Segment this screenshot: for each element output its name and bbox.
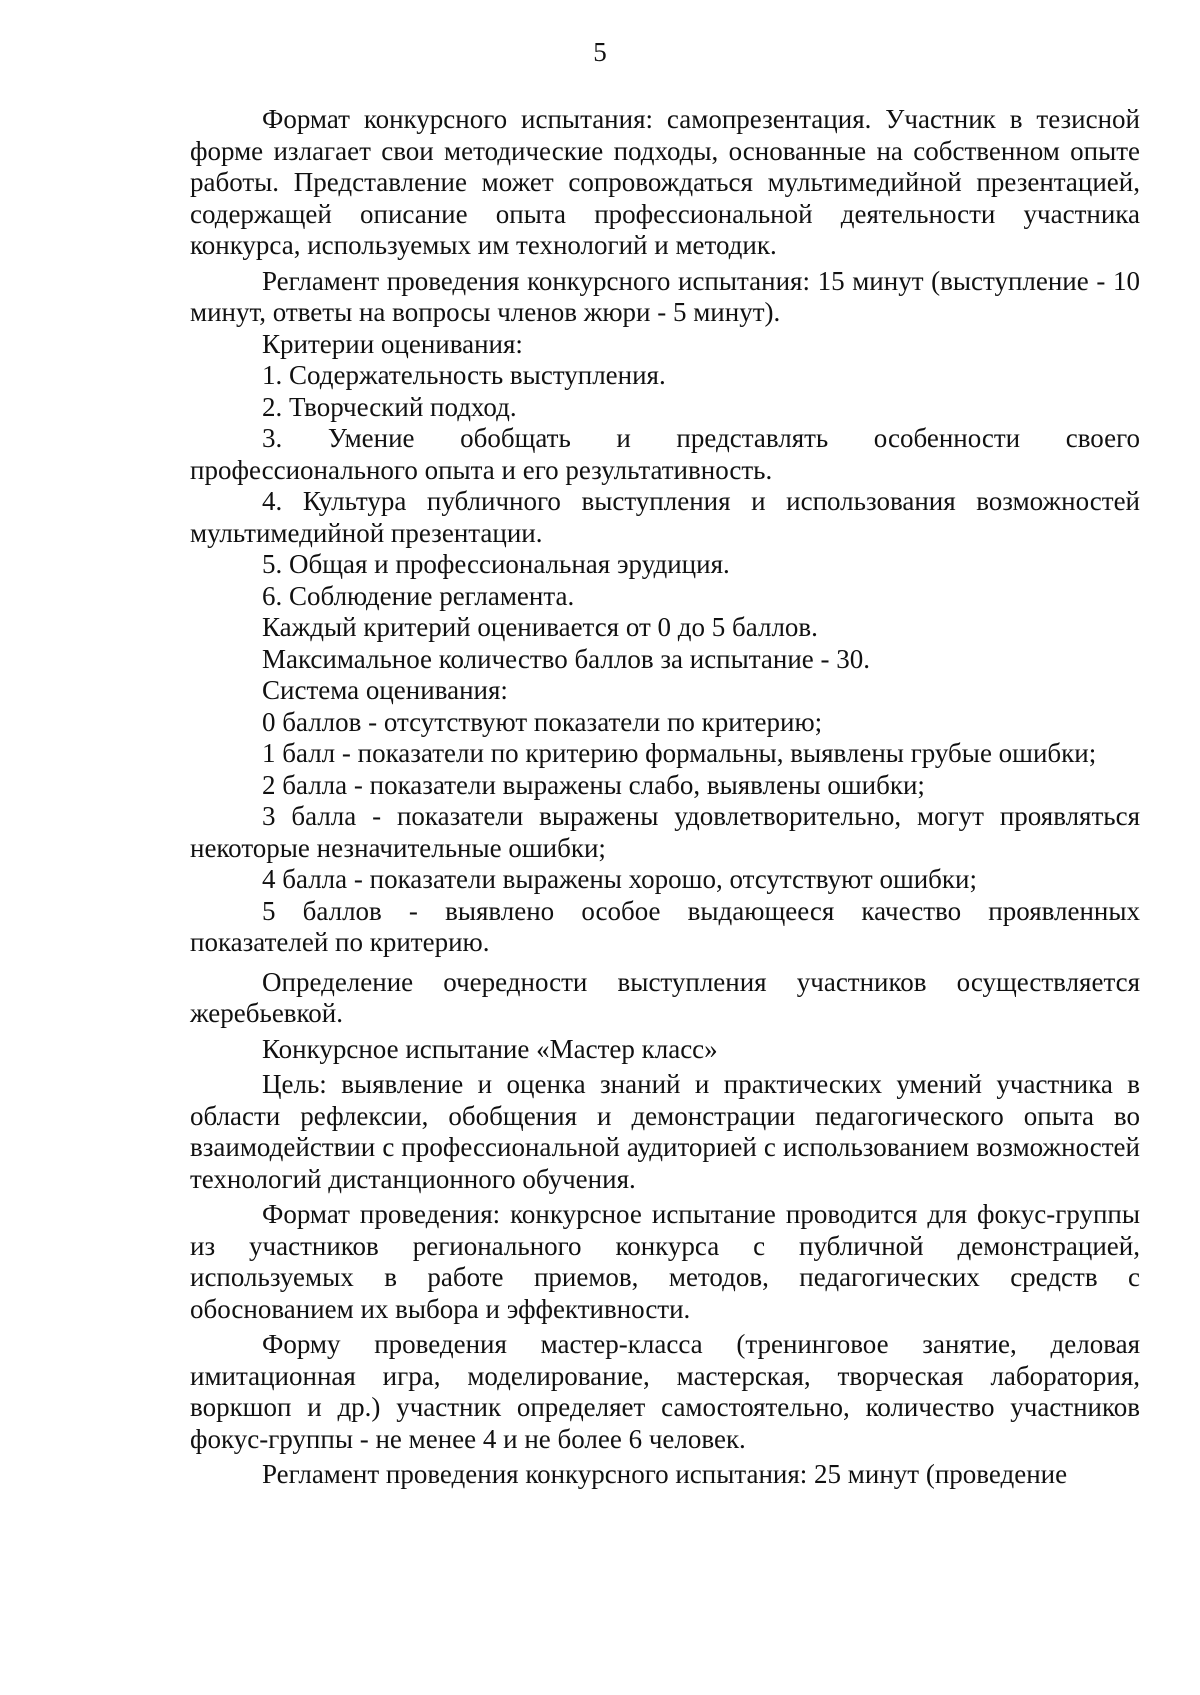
criterion-item-4: 4. Культура публичного выступления и использования возможностей мультимедийной презентации.	[190, 486, 1140, 548]
body-text	[190, 104, 1140, 1491]
paragraph-score-range: Каждый критерий оценивается от 0 до 5 баллов.	[262, 612, 818, 642]
paragraph-master-class-format: Формат проведения: конкурсное испытание проводится для фокус-группы из участников регионального конкурса с публичной демонстрацией, используемых в работе приемов, методов, педагогических средств с обоснованием их выбора и эффективности.	[190, 1199, 1140, 1324]
scoring-level-0: 0 баллов - отсутствуют показатели по критерию;	[262, 706, 823, 737]
criterion-item-3: 3. Умение обобщать и представлять особенности своего профессионального опыта и его результативность.	[190, 423, 1140, 485]
criterion-item-2: 2. Творческий подход.	[262, 391, 517, 422]
paragraph-master-class-form: Форму проведения мастер-класса (тренинговое занятие, деловая имитационная игра, моделирование, мастерская, творческая лаборатория, воркшоп и др.) участник определяет самостоятельно, количество участников фокус-группы - не менее 4 и не более 6 человек.	[190, 1329, 1140, 1454]
scoring-level-3: 3 балла - показатели выражены удовлетворительно, могут проявляться некоторые незначительные ошибки;	[190, 801, 1140, 863]
paragraph-regulation-15-min: Регламент проведения конкурсного испытания: 15 минут (выступление - 10 минут, ответы на вопросы членов жюри - 5 минут).	[190, 265, 1140, 327]
criterion-item-5: 5. Общая и профессиональная эрудиция.	[262, 549, 730, 579]
paragraph-format-self-presentation: Формат конкурсного испытания: самопрезентация. Участник в тезисной форме излагает свои методические подходы, основанные на собственном опыте работы. Представление может сопровождаться мультимедийной презентацией, содержащей описание опыта профессиональной деятельности участника конкурса, используемых им технологий и методик.	[190, 104, 1140, 260]
scoring-level-1: 1 балл - показатели по критерию формальны, выявлены грубые ошибки;	[262, 738, 1097, 768]
scoring-level-4: 4 балла - показатели выражены хорошо, отсутствуют ошибки;	[262, 864, 977, 894]
paragraph-regulation-25-min: Регламент проведения конкурсного испытания: 25 минут (проведение	[262, 1459, 1068, 1489]
paragraph-max-score: Максимальное количество баллов за испытание - 30.	[262, 643, 871, 674]
scoring-level-2: 2 балла - показатели выражены слабо, выявлены ошибки;	[262, 769, 925, 800]
page-number: 5	[593, 37, 607, 67]
paragraph-scoring-system-heading: Система оценивания:	[262, 675, 508, 705]
criterion-item-1: 1. Содержательность выступления.	[262, 360, 666, 390]
section-heading-master-class: Конкурсное испытание «Мастер класс»	[262, 1033, 718, 1064]
paragraph-master-class-goal: Цель: выявление и оценка знаний и практических умений участника в области рефлексии, обобщения и демонстрации педагогического опыта во взаимодействии с профессиональной аудиторией с использованием возможностей технологий дистанционного обучения.	[190, 1069, 1140, 1194]
paragraph-criteria-heading: Критерии оценивания:	[262, 328, 523, 359]
scoring-level-5: 5 баллов - выявлено особое выдающееся качество проявленных показателей по критерию.	[190, 895, 1140, 957]
criterion-item-6: 6. Соблюдение регламента.	[262, 580, 575, 611]
paragraph-speaking-order: Определение очередности выступления участников осуществляется жеребьевкой.	[190, 966, 1140, 1028]
